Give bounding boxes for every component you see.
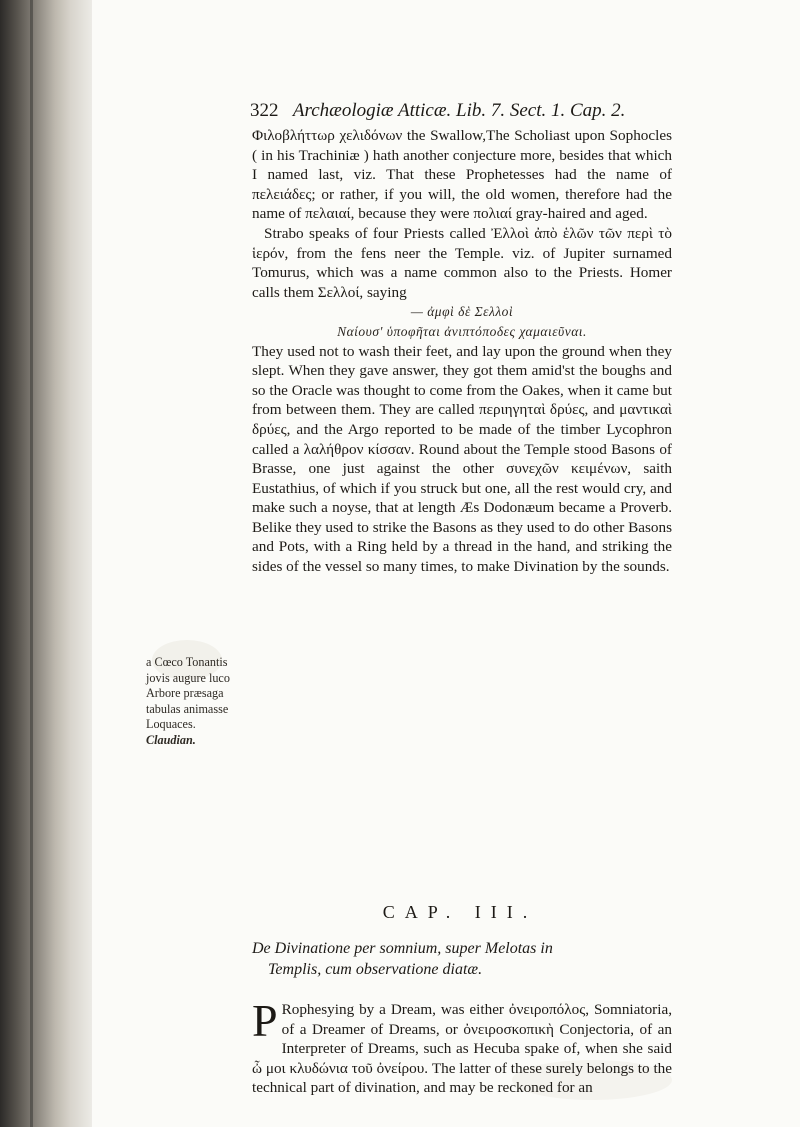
chapter-paragraph: Rophesying by a Dream, was either ὀνειροπόλος, Somniatoria, of a Dreamer of Dreams, or ὀνειροσκοπικὴ Conjectoria, of an Interpreter of Dreams, such as Hecuba spake of, when she said ὦ μοι κλυδώνια τοῦ ὀνείρου. The latter of these surely belongs to the technical part of divination, and may be reckoned for an	[252, 1001, 672, 1097]
page-number: 322	[250, 100, 279, 121]
subtitle-line: Templis, cum observatione diatæ.	[268, 961, 483, 978]
main-text	[252, 126, 672, 577]
margin-note-author: Claudian.	[146, 732, 196, 747]
chapter-heading: CAP. III.	[382, 902, 538, 922]
scan-binding-edge	[0, 0, 92, 1127]
subtitle-line: De Divinatione per somnium, super Melotas in	[252, 940, 553, 957]
verse-line: Ναίουσ' ὑποφῆται ἀνιπτόποδες χαμαιεῦναι.	[337, 323, 587, 339]
verse-line: — ἀμφὶ δὲ Σελλοὶ	[410, 304, 514, 320]
paragraph: They used not to wash their feet, and lay upon the ground when they slept. When they gave answer, they got them amid'st the boughs and so the Oracle was thought to come from the Oakes, when it came but from between them. They are called περιηγηταὶ δρύες, and μαντικαὶ δρύες, and the Argo reported to be made of the timber Lycophron called a λαλήθρον κίσσαν. Round about the Temple stood Basons of Brasse, one just against the other συνεχῶν κειμένων, saith Eustathius, of which if you struck but one, all the rest would cry, and make such a noyse, that at length Æs Dodonæum became a Proverb. Belike they used to strike the Basons as they used to do other Basons and Pots, with a Ring held by a thread in the hand, and striking the sides of the vessel so many times, to make Divination by the sounds.	[252, 342, 672, 576]
margin-note	[146, 655, 250, 749]
chapter-subtitle	[252, 938, 672, 980]
paragraph: Φιλοβλήττωρ χελιδόνων the Swallow,The Scholiast upon Sophocles ( in his Trachiniæ ) hath another conjecture more, besides that which I named last, viz. That these Prophetesses had the name of πελειάδες; or rather, if you will, the old women, therefore had the name of πελαιαί, because they were πολιαί gray-haired and aged.	[252, 127, 672, 223]
greek-verse	[252, 302, 672, 341]
paragraph: Strabo speaks of four Priests called Ἐλλοὶ ἀπὸ ἑλῶν τῶν περὶ τὸ ἱερόν, from the fens neer the Temple. viz. of Jupiter surnamed Tomurus, which was a name common also to the Priests. Homer calls them Σελλοί, saying	[252, 224, 672, 301]
drop-cap: P	[252, 995, 278, 1046]
margin-note-text: a Cœco Tonantis jovis augure luco Arbore præsaga tabulas animasse Loquaces.	[146, 655, 230, 732]
running-title: Archæologiæ Atticæ. Lib. 7. Sect. 1. Cap. 2.	[292, 100, 626, 121]
running-header	[250, 100, 670, 122]
chapter-text	[252, 995, 672, 1098]
